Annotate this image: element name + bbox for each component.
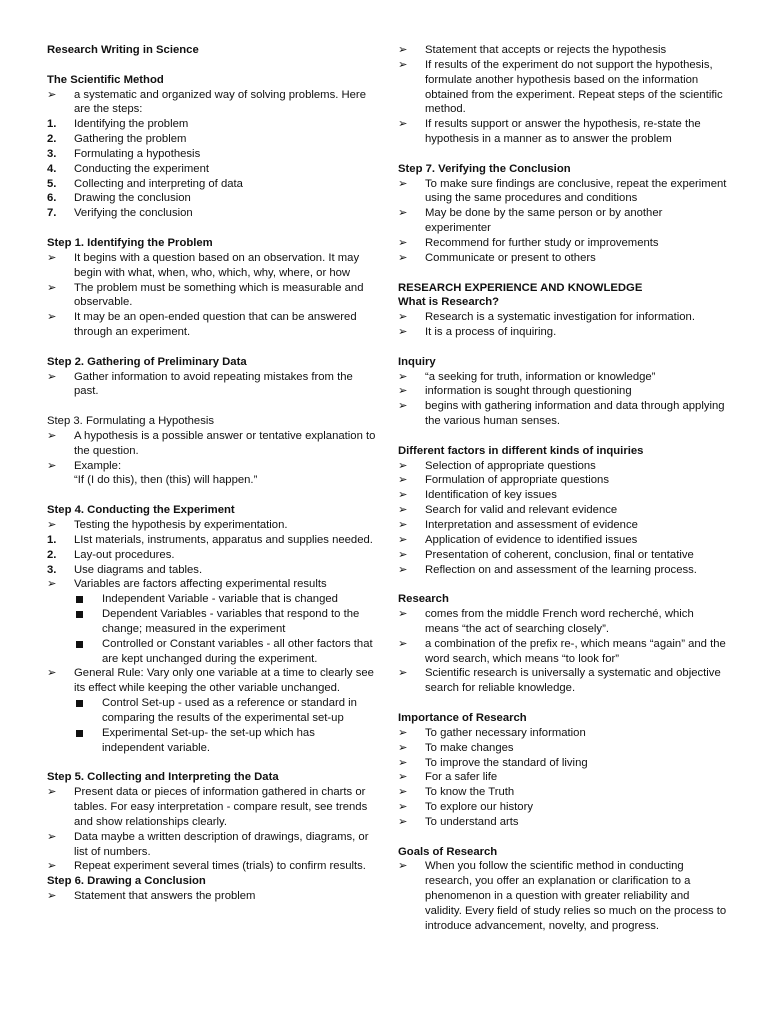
arrow-bullet-icon: ➢ bbox=[398, 207, 408, 220]
square-bullet-icon bbox=[76, 596, 83, 603]
section-heading: Step 6. Drawing a Conclusion bbox=[47, 875, 206, 888]
section-heading: Step 4. Conducting the Experiment bbox=[47, 504, 235, 517]
item-text: General Rule: Vary only one variable at a time to clearly see its effect while keeping the other variable unchanged. bbox=[74, 667, 374, 695]
arrow-bullet-icon: ➢ bbox=[398, 44, 408, 56]
bullet-item bbox=[398, 43, 728, 58]
item-text: Identifying the problem bbox=[74, 118, 189, 131]
arrow-bullet-icon: ➢ bbox=[398, 756, 408, 769]
item-text: Interpretation and assessment of evidence bbox=[425, 519, 638, 531]
arrow-bullet-icon: ➢ bbox=[47, 830, 57, 843]
item-text: a systematic and organized way of solving problems. Here are the steps: bbox=[74, 88, 366, 116]
arrow-bullet-icon: ➢ bbox=[398, 385, 408, 398]
numbered-item bbox=[47, 147, 377, 162]
arrow-bullet-icon: ➢ bbox=[398, 548, 408, 561]
item-number: 3. bbox=[47, 147, 57, 160]
square-bullet-icon bbox=[76, 700, 83, 707]
item-text: information is sought through questioning bbox=[425, 385, 632, 398]
section-heading: Goals of Research bbox=[398, 845, 498, 858]
arrow-bullet-icon: ➢ bbox=[47, 860, 57, 873]
arrow-bullet-icon: ➢ bbox=[398, 311, 408, 324]
bullet-item bbox=[47, 889, 377, 904]
numbered-item bbox=[47, 117, 377, 132]
item-text: Drawing the conclusion bbox=[74, 192, 191, 205]
bullet-item bbox=[398, 785, 728, 800]
item-text: Experimental Set-up- the set-up which has independent variable. bbox=[102, 726, 315, 754]
bullet-item bbox=[47, 518, 377, 533]
item-text: It is a process of inquiring. bbox=[425, 326, 557, 339]
arrow-bullet-icon: ➢ bbox=[398, 400, 408, 413]
square-bullet-icon bbox=[76, 641, 83, 648]
item-text: For a safer life bbox=[425, 771, 498, 784]
section-heading: Step 5. Collecting and Interpreting the Data bbox=[47, 771, 279, 784]
bullet-item bbox=[47, 88, 377, 118]
item-text: LIst materials, instruments, apparatus and supplies needed. bbox=[74, 533, 373, 546]
bullet-item bbox=[47, 459, 377, 474]
numbered-item bbox=[47, 132, 377, 147]
numbered-item bbox=[47, 162, 377, 177]
section-heading: Different factors in different kinds of inquiries bbox=[398, 444, 644, 457]
bullet-item bbox=[398, 770, 728, 785]
sub-bullet-item bbox=[47, 726, 377, 756]
item-text: Reflection on and assessment of the learning process. bbox=[425, 563, 697, 576]
section-heading: Inquiry bbox=[398, 355, 436, 368]
bullet-item bbox=[398, 503, 728, 518]
item-text: To make changes bbox=[425, 741, 514, 754]
arrow-bullet-icon: ➢ bbox=[398, 860, 408, 873]
section-heading: Step 1. Identifying the Problem bbox=[47, 236, 213, 249]
item-text: Collecting and interpreting of data bbox=[74, 177, 243, 190]
item-text: To gather necessary information bbox=[425, 726, 586, 739]
right-column bbox=[398, 43, 728, 934]
item-text: Example: bbox=[74, 459, 122, 472]
item-text: To explore our history bbox=[425, 801, 533, 814]
item-number: 2. bbox=[47, 133, 57, 146]
bullet-item bbox=[47, 859, 377, 874]
bullet-item bbox=[398, 58, 728, 117]
item-number: 4. bbox=[47, 162, 57, 175]
item-text: Statement that accepts or rejects the hypothesis bbox=[425, 44, 667, 56]
sub-bullet-item bbox=[47, 696, 377, 726]
section-heading: Importance of Research bbox=[398, 711, 527, 724]
item-text: Communicate or present to others bbox=[425, 251, 596, 264]
arrow-bullet-icon: ➢ bbox=[398, 58, 408, 71]
numbered-item bbox=[47, 563, 377, 578]
section-heading: Step 2. Gathering of Preliminary Data bbox=[47, 355, 247, 368]
arrow-bullet-icon: ➢ bbox=[398, 326, 408, 339]
item-text: To know the Truth bbox=[425, 786, 515, 799]
item-number: 6. bbox=[47, 192, 57, 205]
left-column bbox=[47, 43, 377, 904]
item-text: It may be an open-ended question that can be answered through an experiment. bbox=[74, 311, 357, 339]
arrow-bullet-icon: ➢ bbox=[398, 236, 408, 249]
sub-bullet-item bbox=[47, 637, 377, 667]
item-text: comes from the middle French word recherché, which means “the act of searching closely”. bbox=[425, 608, 694, 635]
section-heading: The Scientific Method bbox=[47, 73, 164, 86]
item-text: It begins with a question based on an observation. It may begin with what, when, who, which, why, where, or how bbox=[74, 251, 360, 279]
item-text: Present data or pieces of information gathered in charts or tables. For easy interpretation - compare result, see trends and show relationships clearly. bbox=[74, 786, 368, 828]
item-text: Controlled or Constant variables - all other factors that are kept unchanged during the experiment. bbox=[102, 637, 373, 665]
item-text: A hypothesis is a possible answer or tentative explanation to the question. bbox=[74, 429, 376, 457]
bullet-item bbox=[398, 666, 728, 696]
numbered-item bbox=[47, 191, 377, 206]
square-bullet-icon bbox=[76, 611, 83, 618]
bullet-item bbox=[398, 206, 728, 236]
item-number: 2. bbox=[47, 548, 57, 561]
section-heading: Step 7. Verifying the Conclusion bbox=[398, 162, 571, 175]
arrow-bullet-icon: ➢ bbox=[398, 118, 408, 131]
bullet-item bbox=[398, 800, 728, 815]
bullet-item bbox=[47, 666, 377, 696]
sub-bullet-item bbox=[47, 607, 377, 637]
arrow-bullet-icon: ➢ bbox=[398, 771, 408, 784]
bullet-item bbox=[398, 488, 728, 503]
arrow-bullet-icon: ➢ bbox=[47, 281, 57, 294]
item-text: Independent Variable - variable that is changed bbox=[102, 593, 338, 606]
bullet-item bbox=[398, 533, 728, 548]
bullet-item bbox=[398, 741, 728, 756]
arrow-bullet-icon: ➢ bbox=[398, 474, 408, 487]
arrow-bullet-icon: ➢ bbox=[398, 726, 408, 739]
bullet-item bbox=[398, 236, 728, 251]
arrow-bullet-icon: ➢ bbox=[398, 251, 408, 264]
bullet-item bbox=[398, 726, 728, 741]
bullet-item bbox=[398, 177, 728, 207]
bullet-item bbox=[47, 429, 377, 459]
arrow-bullet-icon: ➢ bbox=[47, 578, 57, 591]
arrow-bullet-icon: ➢ bbox=[398, 370, 408, 383]
arrow-bullet-icon: ➢ bbox=[398, 608, 408, 621]
item-text: Formulation of appropriate questions bbox=[425, 474, 609, 487]
arrow-bullet-icon: ➢ bbox=[47, 88, 57, 101]
arrow-bullet-icon: ➢ bbox=[398, 815, 408, 828]
section-heading: RESEARCH EXPERIENCE AND KNOWLEDGE bbox=[398, 281, 643, 294]
item-text: Gathering the problem bbox=[74, 133, 187, 146]
bullet-item bbox=[398, 637, 728, 667]
bullet-item bbox=[398, 117, 728, 147]
bullet-item bbox=[398, 756, 728, 771]
item-text: Statement that answers the problem bbox=[74, 890, 256, 903]
item-text: Search for valid and relevant evidence bbox=[425, 504, 618, 517]
arrow-bullet-icon: ➢ bbox=[398, 786, 408, 799]
bullet-item bbox=[47, 281, 377, 311]
arrow-bullet-icon: ➢ bbox=[47, 519, 57, 531]
item-text: Use diagrams and tables. bbox=[74, 563, 203, 576]
arrow-bullet-icon: ➢ bbox=[47, 667, 57, 680]
arrow-bullet-icon: ➢ bbox=[47, 370, 57, 383]
bullet-item bbox=[398, 384, 728, 399]
bullet-item bbox=[398, 310, 728, 325]
arrow-bullet-icon: ➢ bbox=[398, 459, 408, 472]
item-text: a combination of the prefix re-, which means “again” and the word search, which means “to look for” bbox=[425, 637, 726, 665]
bullet-item bbox=[398, 370, 728, 385]
arrow-bullet-icon: ➢ bbox=[398, 489, 408, 502]
bullet-item bbox=[398, 859, 728, 933]
item-text: Repeat experiment several times (trials) to confirm results. bbox=[74, 860, 366, 873]
item-text: Formulating a hypothesis bbox=[74, 147, 201, 160]
item-number: 1. bbox=[47, 533, 57, 546]
item-text: Control Set-up - used as a reference or standard in comparing the results of the experimental set-up bbox=[102, 697, 357, 724]
arrow-bullet-icon: ➢ bbox=[47, 311, 57, 324]
bullet-item bbox=[398, 473, 728, 488]
item-text: To understand arts bbox=[425, 815, 519, 828]
arrow-bullet-icon: ➢ bbox=[47, 251, 57, 264]
bullet-item bbox=[398, 607, 728, 637]
item-text: Identification of key issues bbox=[425, 489, 557, 502]
bullet-item bbox=[47, 830, 377, 860]
section-title: Step 3. Formulating a Hypothesis bbox=[47, 415, 215, 428]
section-heading: What is Research? bbox=[398, 296, 500, 309]
bullet-item bbox=[47, 310, 377, 340]
bullet-item bbox=[398, 459, 728, 474]
arrow-bullet-icon: ➢ bbox=[398, 667, 408, 680]
item-text: Gather information to avoid repeating mistakes from the past. bbox=[74, 370, 353, 398]
arrow-bullet-icon: ➢ bbox=[398, 741, 408, 754]
item-text: To improve the standard of living bbox=[425, 756, 588, 769]
item-number: 3. bbox=[47, 563, 57, 576]
bullet-item bbox=[398, 563, 728, 578]
bullet-item bbox=[398, 518, 728, 533]
arrow-bullet-icon: ➢ bbox=[47, 786, 57, 799]
item-text: Lay-out procedures. bbox=[74, 548, 175, 561]
arrow-bullet-icon: ➢ bbox=[398, 177, 408, 190]
item-text: Conducting the experiment bbox=[74, 162, 210, 175]
item-text: Data maybe a written description of drawings, diagrams, or list of numbers. bbox=[74, 830, 369, 858]
item-text: Scientific research is universally a systematic and objective search for reliable knowledge. bbox=[425, 667, 721, 695]
sub-bullet-item bbox=[47, 592, 377, 607]
numbered-item bbox=[47, 533, 377, 548]
item-text: Research is a systematic investigation for information. bbox=[425, 311, 695, 324]
example-text: “If (I do this), then (this) will happen.” bbox=[74, 474, 258, 487]
item-text: When you follow the scientific method in conducting research, you offer an explanation or clarification to a phenomenon in a question with greater reliability and validity. Every field of study relies so much on the process to introduce advancement, novelty, and progress. bbox=[425, 860, 727, 932]
item-text: Dependent Variables - variables that respond to the change; measured in the experiment bbox=[102, 608, 360, 635]
item-number: 7. bbox=[47, 207, 57, 220]
numbered-item bbox=[47, 548, 377, 563]
arrow-bullet-icon: ➢ bbox=[398, 801, 408, 814]
item-text: Verifying the conclusion bbox=[74, 207, 193, 220]
bullet-item bbox=[398, 251, 728, 266]
square-bullet-icon bbox=[76, 730, 83, 737]
item-text: To make sure findings are conclusive, repeat the experiment using the same procedures and conditions bbox=[425, 177, 727, 205]
arrow-bullet-icon: ➢ bbox=[398, 637, 408, 650]
item-text: Selection of appropriate questions bbox=[425, 459, 596, 472]
item-number: 1. bbox=[47, 118, 57, 131]
arrow-bullet-icon: ➢ bbox=[398, 563, 408, 576]
numbered-item bbox=[47, 206, 377, 221]
bullet-item bbox=[398, 325, 728, 340]
arrow-bullet-icon: ➢ bbox=[47, 890, 57, 903]
arrow-bullet-icon: ➢ bbox=[398, 519, 408, 531]
item-text: Presentation of coherent, conclusion, final or tentative bbox=[425, 548, 694, 561]
item-text: Testing the hypothesis by experimentation. bbox=[74, 519, 288, 531]
item-text: The problem must be something which is measurable and observable. bbox=[74, 281, 364, 309]
arrow-bullet-icon: ➢ bbox=[398, 533, 408, 546]
arrow-bullet-icon: ➢ bbox=[398, 504, 408, 517]
bullet-item bbox=[47, 251, 377, 281]
bullet-item bbox=[47, 577, 377, 592]
item-text: If results of the experiment do not support the hypothesis, formulate another hypothesis based on the information obtained from the experiment. Repeat steps of the scientific method. bbox=[425, 58, 723, 116]
bullet-item bbox=[47, 785, 377, 830]
arrow-bullet-icon: ➢ bbox=[47, 459, 57, 472]
numbered-item bbox=[47, 177, 377, 192]
item-text: “a seeking for truth, information or knowledge” bbox=[425, 370, 656, 383]
item-text: If results support or answer the hypothesis, re-state the hypothesis in a manner as to answer the problem bbox=[425, 118, 701, 146]
bullet-item bbox=[398, 399, 728, 429]
section-heading: Research bbox=[398, 593, 449, 606]
item-text: May be done by the same person or by another experimenter bbox=[425, 207, 663, 235]
arrow-bullet-icon: ➢ bbox=[47, 429, 57, 442]
item-text: Application of evidence to identified issues bbox=[425, 533, 638, 546]
item-text: Recommend for further study or improvements bbox=[425, 236, 659, 249]
bullet-item bbox=[47, 370, 377, 400]
bullet-item bbox=[398, 548, 728, 563]
bullet-item bbox=[398, 815, 728, 830]
section-heading: Research Writing in Science bbox=[47, 44, 199, 56]
item-text: Variables are factors affecting experimental results bbox=[74, 578, 327, 591]
item-number: 5. bbox=[47, 177, 57, 190]
item-text: begins with gathering information and data through applying the various human senses. bbox=[425, 400, 725, 428]
